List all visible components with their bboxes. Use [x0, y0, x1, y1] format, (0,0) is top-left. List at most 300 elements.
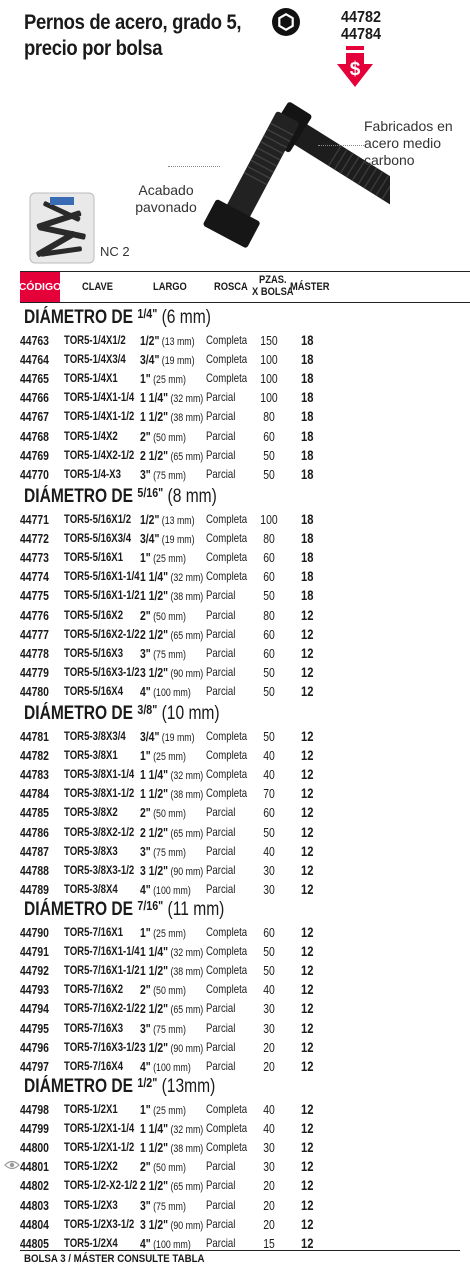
cell-largo-inches: 3" — [140, 843, 151, 859]
section-title — [24, 304, 211, 328]
cell-master: 12 — [301, 981, 314, 998]
cell-master: 12 — [301, 747, 314, 764]
cell-pzas: 60 — [263, 626, 275, 642]
cell-pzas: 80 — [263, 531, 275, 547]
cell-rosca: Completa — [206, 944, 248, 959]
cell-largo-inches: 3 1/2" — [140, 862, 169, 878]
cell-largo-mm: (50 mm) — [153, 808, 186, 821]
cell-pzas: 30 — [263, 862, 275, 878]
section-title — [24, 1073, 215, 1097]
cell-clave: TOR5-3/8X2 — [64, 805, 118, 820]
cell-codigo: 44803 — [20, 1197, 49, 1213]
cell-codigo: 44786 — [20, 824, 49, 840]
table-row — [20, 961, 470, 980]
cell-largo-mm: (100 mm) — [153, 884, 191, 897]
cell-pzas: 40 — [263, 843, 275, 859]
cell-largo — [140, 861, 207, 882]
col-header-pzas-line-1: PZAS. — [259, 274, 287, 286]
cell-largo-inches: 3" — [140, 1020, 151, 1036]
cell-master: 12 — [301, 924, 314, 940]
cell-codigo: 44772 — [20, 531, 49, 547]
cell-pzas: 60 — [263, 569, 275, 585]
cell-clave: TOR5-5/16X1/2 — [64, 512, 132, 526]
cell-codigo: 44797 — [20, 1058, 49, 1074]
finish-caption — [131, 182, 201, 216]
cell-master: 12 — [301, 1000, 314, 1017]
cell-codigo: 44774 — [20, 569, 49, 585]
cell-pzas: 30 — [263, 1140, 275, 1156]
cell-codigo: 44789 — [20, 881, 49, 897]
cell-pzas: 40 — [263, 1102, 275, 1117]
cell-pzas: 100 — [260, 352, 278, 368]
table-row — [20, 999, 470, 1018]
cell-clave: TOR5-7/16X2-1/2 — [64, 1001, 140, 1016]
cell-pzas: 50 — [263, 588, 275, 604]
cell-clave: TOR5-3/8X1-1/4 — [64, 767, 135, 782]
cell-largo — [140, 727, 207, 748]
cell-largo-mm: (19 mm) — [161, 534, 195, 547]
cell-pzas: 30 — [263, 1159, 275, 1175]
cell-largo-inches: 1" — [140, 748, 151, 764]
cell-master: 12 — [301, 1215, 314, 1232]
cell-master: 18 — [301, 549, 314, 566]
col-header-largo: LARGO — [153, 281, 187, 293]
cell-rosca: Completa — [206, 729, 248, 743]
section-title-prefix: DIÁMETRO DE — [24, 307, 138, 328]
cell-clave: TOR5-1/2X3-1/2 — [64, 1216, 135, 1231]
cell-rosca: Parcial — [206, 607, 236, 622]
cell-largo — [140, 529, 207, 550]
cell-pzas: 100 — [260, 390, 278, 406]
footer-rule — [20, 1250, 460, 1251]
cell-rosca: Parcial — [206, 409, 236, 424]
cell-largo-inches: 1 1/2" — [140, 786, 169, 802]
cell-rosca: Completa — [206, 786, 248, 801]
cell-largo-inches: 2" — [140, 982, 151, 998]
eye-icon — [4, 1160, 20, 1170]
cell-master: 12 — [301, 1120, 314, 1137]
cell-largo-mm: (19 mm) — [161, 355, 195, 368]
section-title-fraction: 3/8" — [137, 702, 158, 717]
cell-largo-mm: (38 mm) — [170, 966, 204, 979]
table-row — [20, 942, 470, 961]
cell-pzas: 20 — [263, 1058, 275, 1074]
cell-largo-inches: 3" — [140, 645, 151, 661]
bolt-bag-photo — [28, 191, 96, 265]
table-row — [20, 1138, 470, 1157]
cell-codigo: 44781 — [20, 729, 49, 744]
cell-clave: TOR5-7/16X1-1/4 — [64, 944, 140, 959]
cell-rosca: Parcial — [206, 390, 236, 405]
cell-codigo: 44768 — [20, 428, 49, 444]
cell-pzas: 40 — [263, 748, 275, 764]
cell-rosca: Parcial — [206, 1159, 236, 1174]
cell-codigo: 44767 — [20, 409, 49, 425]
cell-pzas: 60 — [263, 925, 275, 940]
cell-largo-mm: (38 mm) — [170, 1143, 204, 1156]
cell-rosca: Completa — [206, 767, 248, 782]
table-row — [20, 446, 470, 465]
cell-pzas: 50 — [263, 683, 275, 699]
cell-largo-mm: (13 mm) — [161, 336, 195, 348]
cell-master: 12 — [301, 1019, 314, 1036]
cell-largo-inches: 3" — [140, 1197, 151, 1213]
cell-largo — [140, 663, 207, 684]
cell-clave: TOR5-1/4X2 — [64, 428, 118, 443]
table-row — [20, 727, 470, 746]
cell-clave: TOR5-1/4-X3 — [64, 466, 121, 481]
cell-pzas: 20 — [263, 1178, 275, 1194]
cell-master: 12 — [301, 606, 314, 623]
cell-codigo: 44770 — [20, 466, 49, 482]
material-caption-line-1: Fabricados en — [364, 118, 453, 134]
cell-largo — [140, 606, 207, 627]
table-row — [20, 369, 470, 388]
cell-master: 12 — [301, 625, 314, 642]
cell-rosca: Parcial — [206, 664, 236, 679]
cell-clave: TOR5-1/4X3/4 — [64, 352, 126, 367]
cell-pzas: 70 — [263, 786, 275, 802]
cell-master: 12 — [301, 1038, 314, 1055]
cell-clave: TOR5-5/16X2-1/2 — [64, 626, 140, 641]
cell-rosca: Parcial — [206, 447, 236, 462]
cell-rosca: Completa — [206, 371, 248, 386]
cell-pzas: 30 — [263, 881, 275, 897]
table-row — [20, 1215, 470, 1234]
cell-master: 12 — [301, 663, 314, 680]
cell-codigo: 44763 — [20, 333, 49, 348]
cell-codigo: 44799 — [20, 1121, 49, 1137]
cell-pzas: 100 — [260, 512, 278, 527]
table-row — [20, 510, 470, 529]
table-row — [20, 606, 470, 625]
cell-largo — [140, 331, 207, 352]
section-title — [24, 483, 217, 507]
col-header-pzas-line-2: X BOLSA — [252, 286, 294, 298]
cell-clave: TOR5-3/8X3/4 — [64, 729, 126, 743]
cell-largo-mm: (75 mm) — [153, 1200, 186, 1213]
cell-master: 18 — [301, 427, 314, 444]
finish-caption-line-1: Acabado — [138, 182, 194, 198]
cell-largo-mm: (32 mm) — [170, 1124, 204, 1137]
cell-largo-mm: (65 mm) — [170, 827, 204, 840]
table-row — [20, 1038, 470, 1057]
featured-codes — [341, 9, 381, 43]
cell-largo-mm: (32 mm) — [170, 770, 204, 783]
cell-largo-inches: 1" — [140, 925, 151, 940]
cell-largo — [140, 803, 207, 824]
cell-rosca: Parcial — [206, 843, 236, 858]
cell-largo-mm: (38 mm) — [170, 412, 204, 425]
cell-largo-inches: 1 1/4" — [140, 767, 169, 783]
cell-codigo: 44787 — [20, 843, 49, 859]
cell-largo-inches: 2 1/2" — [140, 626, 169, 642]
table-row — [20, 331, 470, 350]
cell-largo — [140, 510, 207, 531]
cell-largo — [140, 1176, 207, 1197]
cell-rosca: Completa — [206, 925, 248, 939]
cell-master: 12 — [301, 880, 314, 897]
table-row — [20, 1196, 470, 1215]
cell-largo-mm: (90 mm) — [170, 1219, 204, 1232]
cell-largo-mm: (100 mm) — [153, 1061, 191, 1074]
cell-codigo: 44794 — [20, 1001, 49, 1017]
cell-clave: TOR5-7/16X4 — [64, 1058, 124, 1073]
title-line-1: Pernos de acero, grado 5, — [24, 11, 242, 34]
cell-pzas: 20 — [263, 1216, 275, 1232]
table-row — [20, 746, 470, 765]
cell-master: 12 — [301, 1057, 314, 1074]
cell-largo-mm: (32 mm) — [170, 947, 204, 960]
cell-pzas: 50 — [263, 963, 275, 979]
cell-codigo: 44804 — [20, 1216, 49, 1232]
section-title-mm: (13mm) — [157, 1076, 216, 1097]
section-title — [24, 896, 224, 920]
cell-largo — [140, 1215, 207, 1236]
cell-rosca: Parcial — [206, 1001, 236, 1016]
cell-clave: TOR5-1/4X1/2 — [64, 333, 126, 347]
cell-pzas: 15 — [263, 1235, 275, 1251]
cell-largo — [140, 625, 207, 646]
featured-code-b: 44784 — [341, 26, 382, 43]
table-row — [20, 1119, 470, 1138]
table-row — [20, 765, 470, 784]
page-title — [24, 10, 244, 62]
cell-largo-inches: 2" — [140, 805, 151, 821]
cell-largo — [140, 842, 207, 863]
cell-codigo: 44778 — [20, 645, 49, 661]
cell-largo-inches: 1 1/2" — [140, 1140, 169, 1156]
cell-clave: TOR5-7/16X3-1/2 — [64, 1039, 140, 1054]
cell-clave: TOR5-1/2X3 — [64, 1197, 118, 1212]
cell-clave: TOR5-1/2X4 — [64, 1235, 118, 1250]
cell-pzas: 20 — [263, 1039, 275, 1055]
cell-rosca: Completa — [206, 1102, 248, 1116]
cell-master: 18 — [301, 389, 314, 406]
cell-master: 18 — [301, 568, 314, 585]
cell-rosca: Parcial — [206, 588, 236, 603]
cell-codigo: 44801 — [20, 1159, 49, 1175]
section-title-prefix: DIÁMETRO DE — [24, 486, 138, 507]
title-line-2: precio por bolsa — [24, 37, 163, 60]
cell-master: 18 — [301, 465, 314, 482]
cell-largo-inches: 3/4" — [140, 729, 160, 744]
table-row — [20, 567, 470, 586]
cell-largo-inches: 1" — [140, 550, 151, 566]
cell-clave: TOR5-1/2X1-1/2 — [64, 1140, 135, 1155]
finish-pointer-line — [168, 166, 220, 167]
cell-clave: TOR5-5/16X4 — [64, 683, 124, 698]
cell-largo — [140, 427, 207, 448]
table-row — [20, 407, 470, 426]
table-row — [20, 803, 470, 822]
cell-largo — [140, 823, 207, 844]
cell-codigo: 44805 — [20, 1235, 49, 1251]
cell-largo — [140, 350, 207, 371]
cell-largo-inches: 2 1/2" — [140, 1178, 169, 1194]
cell-rosca: Completa — [206, 1121, 248, 1136]
cell-clave: TOR5-5/16X1-1/4 — [64, 569, 140, 584]
cell-pzas: 60 — [263, 805, 275, 821]
cell-master: 18 — [301, 351, 314, 368]
cell-pzas: 60 — [263, 645, 275, 661]
cell-codigo: 44765 — [20, 371, 49, 387]
cell-largo-mm: (19 mm) — [161, 732, 195, 744]
table-row — [20, 465, 470, 484]
cell-pzas: 100 — [260, 371, 278, 387]
cell-clave: TOR5-3/8X3 — [64, 843, 118, 858]
section-title-prefix: DIÁMETRO DE — [24, 899, 138, 920]
cell-largo-mm: (38 mm) — [170, 591, 204, 604]
cell-largo-mm: (75 mm) — [153, 1023, 186, 1036]
cell-largo-inches: 3 1/2" — [140, 1216, 169, 1232]
cell-clave: TOR5-1/2X1 — [64, 1102, 118, 1116]
cell-rosca: Parcial — [206, 626, 236, 641]
col-header-pzas — [252, 274, 294, 298]
table-row — [20, 663, 470, 682]
table-row — [20, 644, 470, 663]
cell-pzas: 150 — [260, 333, 278, 348]
cell-master: 12 — [301, 842, 314, 859]
cell-pzas: 80 — [263, 409, 275, 425]
table-row — [20, 548, 470, 567]
cell-pzas: 40 — [263, 767, 275, 783]
cell-rosca: Parcial — [206, 645, 236, 660]
cell-codigo: 44784 — [20, 786, 49, 802]
cell-master: 18 — [301, 332, 314, 348]
cell-largo — [140, 999, 207, 1020]
cell-largo — [140, 746, 207, 767]
cell-largo — [140, 923, 207, 944]
cell-largo-inches: 3 1/2" — [140, 664, 169, 680]
thread-caption: NC 2 — [100, 244, 130, 259]
cell-largo-inches: 3 1/2" — [140, 1039, 169, 1055]
footer-note: BOLSA 3 / MÁSTER CONSULTE TABLA — [24, 1253, 205, 1265]
material-pointer-line — [318, 145, 364, 146]
cell-codigo: 44785 — [20, 805, 49, 821]
cell-rosca: Parcial — [206, 824, 236, 839]
cell-pzas: 40 — [263, 1121, 275, 1137]
cell-largo-inches: 2 1/2" — [140, 824, 169, 840]
cell-largo-mm: (50 mm) — [153, 431, 186, 444]
col-header-rosca: ROSCA — [214, 281, 248, 293]
material-caption-line-3: carbono — [364, 152, 415, 168]
cell-pzas: 50 — [263, 466, 275, 482]
cell-master: 18 — [301, 511, 314, 527]
cell-largo — [140, 369, 207, 390]
cell-rosca: Completa — [206, 512, 248, 526]
cell-largo-mm: (25 mm) — [153, 1105, 186, 1117]
cell-clave: TOR5-3/8X4 — [64, 881, 118, 896]
cell-largo — [140, 1100, 207, 1121]
table-row — [20, 823, 470, 842]
cell-codigo: 44802 — [20, 1178, 49, 1194]
cell-codigo: 44790 — [20, 925, 49, 940]
cell-largo-mm: (65 mm) — [170, 1004, 204, 1017]
cell-largo-inches: 2" — [140, 607, 151, 623]
cell-largo-inches: 3" — [140, 466, 151, 482]
cell-largo-inches: 1 1/4" — [140, 390, 169, 406]
cell-largo-mm: (75 mm) — [153, 846, 186, 859]
material-caption — [364, 118, 470, 169]
cell-rosca: Parcial — [206, 1216, 236, 1231]
table-row — [20, 861, 470, 880]
cell-master: 18 — [301, 370, 314, 387]
cell-master: 12 — [301, 943, 314, 960]
cell-largo-inches: 2" — [140, 1159, 151, 1175]
section-title-prefix: DIÁMETRO DE — [24, 703, 138, 724]
cell-largo-mm: (90 mm) — [170, 667, 204, 680]
cell-master: 12 — [301, 766, 314, 783]
cell-rosca: Completa — [206, 569, 248, 584]
cell-largo-mm: (13 mm) — [161, 515, 195, 527]
col-header-codigo: CÓDIGO — [20, 272, 60, 302]
section-title — [24, 700, 220, 724]
cell-largo-mm: (38 mm) — [170, 789, 204, 802]
cell-largo-inches: 4" — [140, 1058, 151, 1074]
cell-master: 12 — [301, 1196, 314, 1213]
cell-largo-mm: (25 mm) — [153, 553, 186, 566]
cell-largo — [140, 446, 207, 467]
cell-master: 12 — [301, 785, 314, 802]
section-title-fraction: 1/4" — [137, 306, 158, 321]
col-header-master: MÁSTER — [290, 281, 330, 293]
cell-rosca: Parcial — [206, 1178, 236, 1193]
cell-largo-mm: (50 mm) — [153, 985, 186, 998]
cell-rosca: Parcial — [206, 466, 236, 481]
cell-largo-mm: (32 mm) — [170, 572, 204, 585]
cell-clave: TOR5-3/8X1 — [64, 748, 118, 763]
cell-rosca: Completa — [206, 531, 248, 546]
cell-rosca: Parcial — [206, 1197, 236, 1212]
section-title-prefix: DIÁMETRO DE — [24, 1076, 138, 1097]
cell-rosca: Parcial — [206, 805, 236, 820]
cell-codigo: 44775 — [20, 588, 49, 604]
cell-largo-mm: (75 mm) — [153, 469, 186, 482]
bolts-photo — [185, 100, 390, 250]
cell-rosca: Parcial — [206, 1020, 236, 1035]
cell-codigo: 44782 — [20, 748, 49, 764]
cell-codigo: 44792 — [20, 963, 49, 979]
cell-largo — [140, 784, 207, 805]
table-header-top-rule — [20, 271, 470, 272]
cell-largo-mm: (50 mm) — [153, 610, 186, 623]
cell-largo-mm: (32 mm) — [170, 393, 204, 406]
material-caption-line-2: acero medio — [364, 135, 442, 151]
cell-largo — [140, 1019, 207, 1040]
section-title-mm: (11 mm) — [163, 899, 225, 920]
col-header-clave: CLAVE — [82, 281, 113, 293]
cell-master: 12 — [301, 1139, 314, 1156]
cell-clave: TOR5-5/16X1 — [64, 550, 124, 565]
cell-codigo: 44780 — [20, 683, 49, 699]
table-header-bottom-rule — [20, 302, 470, 303]
cell-codigo: 44791 — [20, 944, 49, 960]
cell-largo — [140, 961, 207, 982]
cell-codigo: 44800 — [20, 1140, 49, 1156]
table-row — [20, 1157, 470, 1176]
cell-clave: TOR5-1/4X2-1/2 — [64, 447, 135, 462]
cell-codigo: 44795 — [20, 1020, 49, 1036]
cell-codigo: 44783 — [20, 767, 49, 783]
section-title-fraction: 5/16" — [137, 485, 164, 500]
section-title-mm: (8 mm) — [163, 486, 217, 507]
cell-codigo: 44766 — [20, 390, 49, 406]
cell-largo — [140, 1157, 207, 1178]
cell-largo-inches: 4" — [140, 1235, 151, 1251]
cell-largo — [140, 644, 207, 665]
price-symbol: $ — [349, 59, 361, 80]
